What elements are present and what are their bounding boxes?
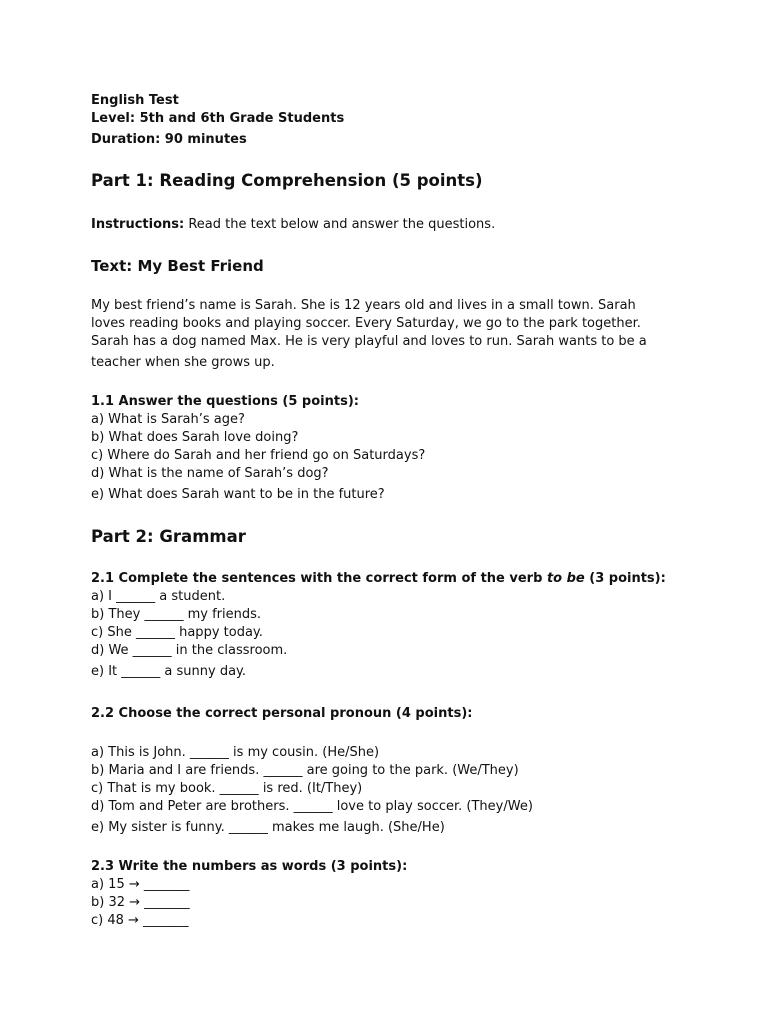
passage-line: loves reading books and playing soccer. Every Saturday, we go to the park together. xyxy=(91,316,641,331)
exercise-item: d) Tom and Peter are brothers. ______ love to play soccer. (They/We) xyxy=(91,799,533,814)
section-2-1-heading-end: (3 points): xyxy=(584,571,666,586)
exercise-item: a) I ______ a student. xyxy=(91,589,226,604)
question-item: b) What does Sarah love doing? xyxy=(91,430,299,445)
section-2-1-heading-start: 2.1 Complete the sentences with the correct form of the verb xyxy=(91,571,547,586)
exercise-item: d) We ______ in the classroom. xyxy=(91,643,288,658)
exercise-item: e) My sister is funny. ______ makes me laugh. (She/He) xyxy=(91,820,445,835)
instructions xyxy=(91,216,495,233)
passage-line: Sarah has a dog named Max. He is very playful and loves to run. Sarah wants to be a xyxy=(91,334,647,349)
part1-heading: Part 1: Reading Comprehension (5 points) xyxy=(91,171,483,190)
exercise-item: c) That is my book. ______ is red. (It/They) xyxy=(91,781,363,796)
instructions-label: Instructions: xyxy=(91,217,185,232)
instructions-text: Read the text below and answer the questions. xyxy=(184,217,496,232)
exercise-item: b) Maria and I are friends. ______ are going to the park. (We/They) xyxy=(91,763,519,778)
passage-line: My best friend’s name is Sarah. She is 12 years old and lives in a small town. Sarah xyxy=(91,298,636,313)
section-2-1-heading xyxy=(91,570,666,587)
exercise-item: a) 15 → _______ xyxy=(91,877,190,892)
section-2-3-heading: 2.3 Write the numbers as words (3 points): xyxy=(91,859,408,874)
test-level: Level: 5th and 6th Grade Students xyxy=(91,111,345,126)
test-duration: Duration: 90 minutes xyxy=(91,132,247,147)
question-item: e) What does Sarah want to be in the future? xyxy=(91,487,385,502)
test-title: English Test xyxy=(91,93,179,108)
exercise-item: b) 32 → _______ xyxy=(91,895,190,910)
section-2-2-heading: 2.2 Choose the correct personal pronoun (4 points): xyxy=(91,706,473,721)
section-2-1-heading-verb: to be xyxy=(546,571,585,586)
question-item: d) What is the name of Sarah’s dog? xyxy=(91,466,329,481)
exercise-item: e) It ______ a sunny day. xyxy=(91,664,247,679)
exercise-item: b) They ______ my friends. xyxy=(91,607,262,622)
text-heading: Text: My Best Friend xyxy=(91,257,264,275)
passage-line: teacher when she grows up. xyxy=(91,355,275,370)
part2-heading: Part 2: Grammar xyxy=(91,527,246,546)
exercise-item: c) She ______ happy today. xyxy=(91,625,263,640)
exercise-item: a) This is John. ______ is my cousin. (He/She) xyxy=(91,745,380,760)
question-item: c) Where do Sarah and her friend go on Saturdays? xyxy=(91,448,426,463)
exercise-item: c) 48 → _______ xyxy=(91,913,189,928)
question-item: a) What is Sarah’s age? xyxy=(91,412,245,427)
questions-heading: 1.1 Answer the questions (5 points): xyxy=(91,394,359,409)
